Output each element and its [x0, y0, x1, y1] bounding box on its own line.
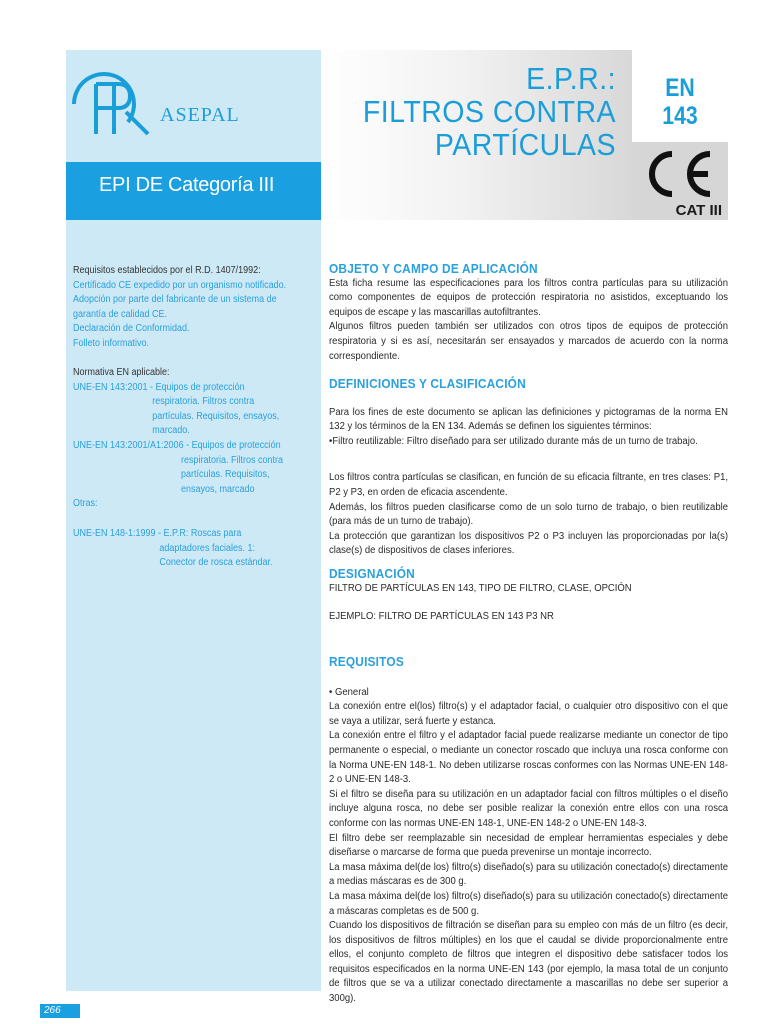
standards-list: [73, 366, 289, 439]
requirement-item: Certificado CE expedido por un organismo notificado.: [73, 279, 287, 291]
standards-list-2: [73, 439, 289, 512]
page-number: 266: [40, 1004, 80, 1018]
title-line-2: FILTROS CONTRA: [362, 94, 616, 129]
paragraph: • General: [329, 686, 369, 698]
paragraph: Algunos filtros pueden también ser utilizados con otros tipos de equipos de protección respiratoria y si es así, necesitarán ser ensayados y marcados de acuerdo con la norma correspondiente.: [329, 321, 728, 362]
brand-name: ASEPAL: [160, 104, 240, 126]
standard-line-2: 143: [662, 102, 698, 130]
title-line-3: PARTÍCULAS: [434, 127, 616, 162]
paragraph: Esta ficha resume las especificaciones para los filtros contra partículas para su utilización como componentes de equipos de protección respiratoria no asistidos, exceptuando los equipos de escape y las mascarillas autofiltrantes.: [329, 277, 728, 318]
paragraph: Además, los filtros pueden clasificarse como de un solo turno de trabajo, o bien reutilizable (para más de un turno de trabajo).: [329, 501, 728, 528]
paragraph: El filtro debe ser reemplazable sin necesidad de emplear herramientas especiales y debe diseñarse o marcarse de forma que pueda prevenirse un montaje incorrecto.: [329, 832, 728, 859]
requirements-list: [73, 264, 289, 352]
section-designation: [329, 567, 728, 625]
standards-title: Normativa EN aplicable:: [73, 367, 170, 378]
requirements-title: Requisitos establecidos por el R.D. 1407/1992:: [73, 265, 261, 276]
section-requirements: [329, 655, 728, 1007]
section-heading: DESIGNACIÓN: [329, 567, 415, 581]
section-heading: REQUISITOS: [329, 655, 404, 669]
category-label: EPI DE Categoría III: [99, 174, 275, 196]
paragraph: •Filtro reutilizable: Filtro diseñado para ser utilizado durante más de un turno de trabajo.: [329, 435, 698, 447]
standard-line-1: EN: [665, 74, 695, 102]
others-label: Otras:: [73, 498, 98, 510]
asepal-logo-icon: [68, 64, 156, 136]
requirement-item: Adopción por parte del fabricante de un sistema de: [73, 294, 277, 306]
paragraph: La conexión entre el filtro y el adaptador facial puede realizarse mediante un conector de tipo permanente o especial, o mediante un conector roscado que incluya una rosca conforme con la Norma UNE-EN 148-1. No deben utilizarse roscas conformes con las Normas UNE-EN 148-2 o UNE-EN 148-3.: [329, 730, 728, 786]
section-scope: [329, 262, 728, 364]
requirement-item: Folleto informativo.: [73, 337, 150, 349]
paragraph: Los filtros contra partículas se clasifican, en función de su eficacia filtrante, en tres clases: P1, P2 y P3, en orden de eficacia ascendente.: [329, 472, 728, 498]
paragraph: Si el filtro se diseña para su utilización en un adaptador facial con filtros múltiples o el diseño incluye alguna rosca, no debe ser posible realizar la conexión entre ellos con una rosca conforme con las normas UNE-EN 148-1, UNE-EN 148-2 o UNE-EN 148-3.: [329, 788, 728, 829]
section-definitions: [329, 377, 728, 559]
paragraph: Cuando los dispositivos de filtración se diseñan para su empleo con más de un filtro (es decir, los dispositivos de filtros múltiples) en los que el caudal se divide proporcionalmente entre ellos, el conjunto completo de filtros que integren el dispositivo debe satisfacer todos los requisitos especificados en la norma UNE-EN 143 (por ejemplo, la masa total de un conjunto de filtros que se va a utilizar conectado directamente a mascarillas no debe ser superior a 300g).: [329, 920, 728, 1005]
page-title: [345, 62, 616, 161]
paragraph: FILTRO DE PARTÍCULAS EN 143, TIPO DE FILTRO, CLASE, OPCIÓN: [329, 582, 632, 594]
category-badge: CAT III: [675, 202, 722, 219]
title-line-1: E.P.R.:: [526, 61, 616, 96]
paragraph: La protección que garantizan los dispositivos P2 o P3 incluyen las proporcionadas por la(s) clase(s) de dispositivos de clases inferiores.: [329, 530, 728, 557]
requirement-item: Declaración de Conformidad.: [73, 323, 190, 335]
section-heading: DEFINICIONES Y CLASIFICACIÓN: [329, 377, 526, 391]
standards-list-3: [73, 527, 289, 571]
requirement-item: garantía de calidad CE.: [73, 308, 168, 320]
paragraph: EJEMPLO: FILTRO DE PARTÍCULAS EN 143 P3 NR: [329, 611, 554, 623]
paragraph: La masa máxima del(de los) filtro(s) diseñado(s) para su utilización conectado(s) directamente a máscaras completas es de 500 g.: [329, 890, 728, 917]
ce-mark-icon: [642, 148, 716, 200]
standard-item: UNE-EN 143:2001/A1:2006 - Equipos de protección respiratoria. Filtros contra partículas. Requisitos, ensayos, marcado: [73, 440, 284, 495]
standard-item: UNE-EN 148-1:1999 - E.P.R: Roscas para adaptadores faciales. 1: Conector de rosca estándar.: [73, 528, 273, 569]
paragraph: La conexión entre el(los) filtro(s) y el adaptador facial, o cualquier otro dispositivo con el que se vaya a utilizar, será fuerte y estanca.: [329, 701, 728, 727]
standard-label: [639, 74, 721, 130]
paragraph: La masa máxima del(de los) filtro(s) diseñado(s) para su utilización conectado(s) directamente a medias máscaras es de 300 g.: [329, 861, 728, 888]
paragraph: Para los fines de este documento se aplican las definiciones y pictogramas de la norma EN 132 y los términos de la EN 134. Además se definen los siguientes términos:: [329, 406, 728, 433]
section-heading: OBJETO Y CAMPO DE APLICACIÓN: [329, 262, 538, 276]
standard-item: UNE-EN 143:2001 - Equipos de protección respiratoria. Filtros contra partículas. Requisitos, ensayos, marcado.: [73, 381, 280, 437]
